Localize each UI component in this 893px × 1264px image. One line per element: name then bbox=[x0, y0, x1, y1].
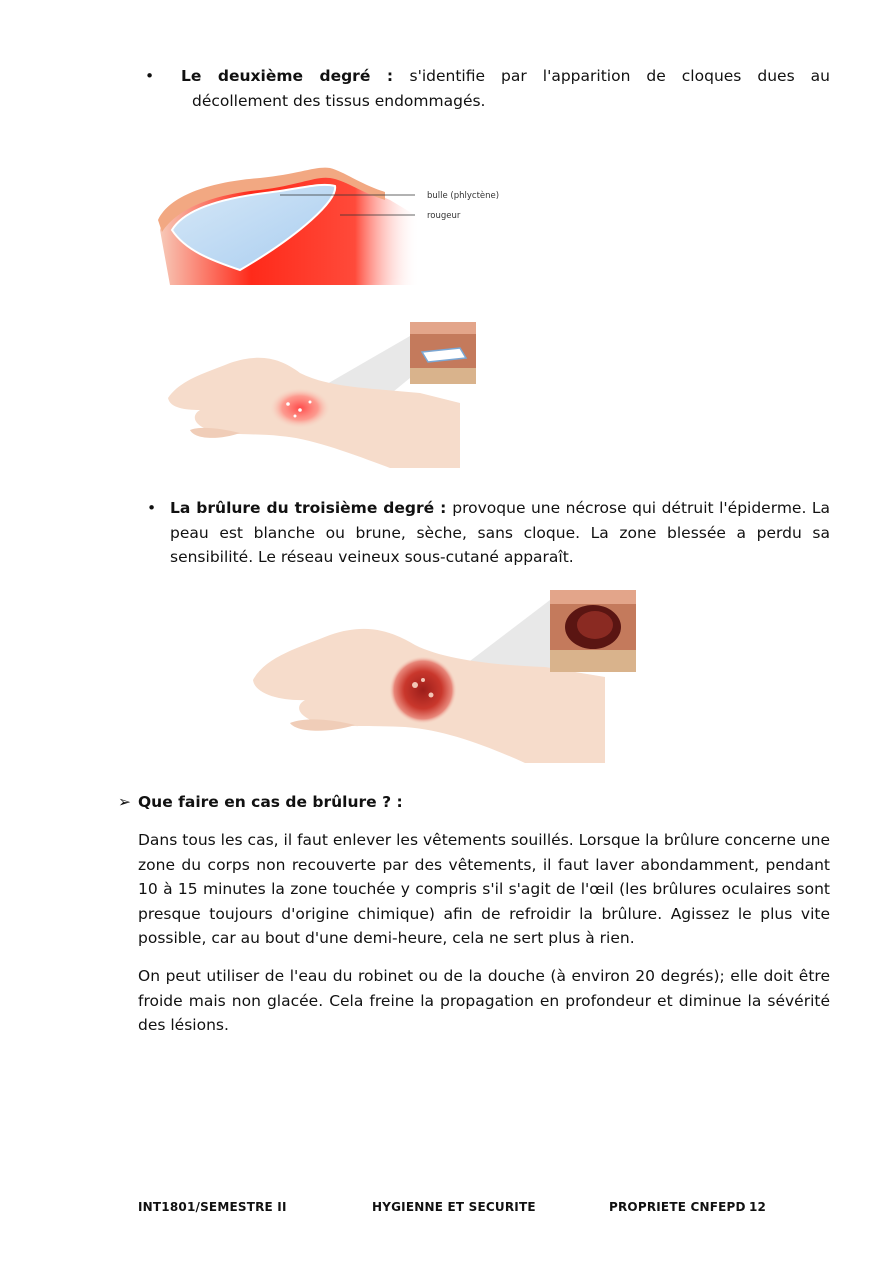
footer-owner: PROPRIETE CNFEPD bbox=[609, 1200, 746, 1214]
section-title: Que faire en cas de brûlure ? : bbox=[138, 793, 403, 811]
footer-page-number: 12 bbox=[749, 1200, 767, 1214]
bullet-second-degree bbox=[145, 64, 830, 114]
second-degree-title: Le deuxième degré : bbox=[181, 67, 410, 85]
second-degree-text-line1: s'identifie par l'apparition de cloques dues au bbox=[409, 67, 830, 85]
footer-course: INT1801/SEMESTRE II bbox=[138, 1200, 287, 1214]
paragraph-1: Dans tous les cas, il faut enlever les vêtements souillés. Lorsque la brûlure concerne une zone du corps non recouverte par des vêtements, il faut laver abondamment, pendant 10 à 15 minutes la zone touchée y compris s'il s'agit de l'œil (les brûlures oculaires sont presque toujours d'origine chimique) afin de refroidir la brûlure. Agissez le plus vite possible, car au bout d'une demi-heure, cela ne sert plus à rien. bbox=[138, 831, 830, 947]
redness-label: rougeur bbox=[427, 211, 461, 221]
second-degree-text-line2: décollement des tissus endommagés. bbox=[192, 92, 486, 110]
arrow-bullet-icon: ➢ bbox=[118, 793, 131, 811]
third-degree-text: provoque une nécrose qui détruit l'épiderme. La peau est blanche ou brune, sèche, sans cloque. La zone blessée a perdu sa sensibilité. Le réseau veineux sous-cutané apparaît. bbox=[170, 499, 830, 566]
third-degree-title: La brûlure du troisième degré : bbox=[170, 499, 453, 517]
footer-subject: HYGIENNE ET SECURITE bbox=[372, 1200, 536, 1214]
second-degree-hand-illustration bbox=[160, 318, 490, 468]
paragraph-2: On peut utiliser de l'eau du robinet ou de la douche (à environ 20 degrés); elle doit être froide mais non glacée. Cela freine la propagation en profondeur et diminue la sévérité des lésions. bbox=[138, 967, 830, 1034]
bullet-marker: • bbox=[147, 499, 157, 517]
bullet-third-degree bbox=[147, 496, 830, 570]
blister-label: bulle (phlyctène) bbox=[427, 191, 500, 201]
blister-cross-section-illustration bbox=[150, 160, 550, 295]
section-heading bbox=[118, 790, 403, 814]
third-degree-hand-illustration bbox=[245, 585, 650, 765]
bullet-marker: • bbox=[145, 67, 155, 85]
